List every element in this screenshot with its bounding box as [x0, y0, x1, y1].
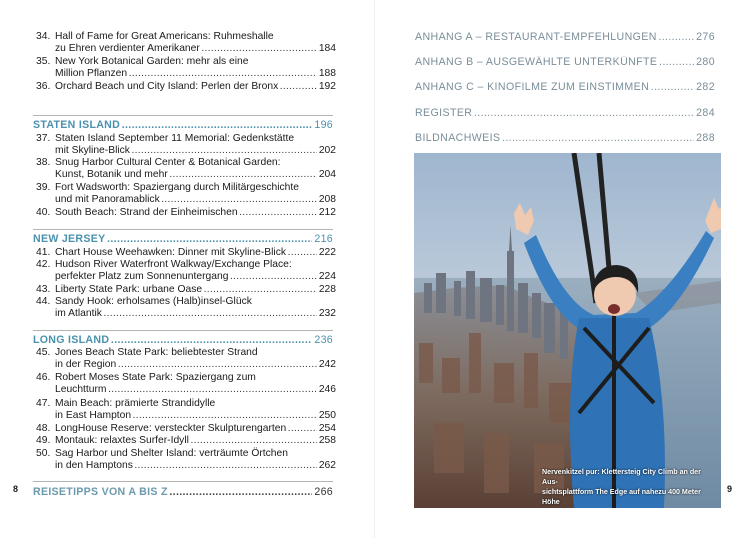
- entry-title: South Beach: Strand der Einheimischen . . .: [55, 207, 317, 219]
- toc-entry-37[interactable]: [36, 133, 336, 158]
- city-climb-photo: [414, 153, 721, 508]
- toc-entry-46[interactable]: [36, 372, 336, 397]
- section-page: 236: [314, 334, 333, 346]
- toc-entry-40[interactable]: [36, 207, 336, 219]
- entry-title: LongHouse Reserve: versteckter Skulpturengarten . . .: [55, 423, 317, 435]
- entry-page: 228: [318, 284, 336, 295]
- entry-title-cont: in der Region . . .: [55, 359, 317, 371]
- toc-entry-47[interactable]: [36, 398, 336, 423]
- appendix-title: ANHANG B – AUSGEWÄHLTE UNTERKÜNFTE . . .: [415, 56, 694, 68]
- entry-page: 254: [318, 423, 336, 434]
- toc-entry-45[interactable]: [36, 347, 336, 372]
- appendix-page: 280: [696, 56, 715, 68]
- section-rule: [33, 115, 333, 116]
- entry-number: 48.: [36, 423, 51, 434]
- toc-entry-35[interactable]: [36, 56, 336, 81]
- appendix-title: BILDNACHWEIS . . .: [415, 132, 694, 144]
- appendix-page: 276: [696, 31, 715, 43]
- entry-title: Staten Island September 11 Memorial: Gedenkstätte: [55, 133, 295, 144]
- entry-title: Montauk: relaxtes Surfer-Idyll . . .: [55, 435, 317, 447]
- entry-title-cont: im Atlantik . . .: [55, 308, 317, 320]
- toc-entry-41[interactable]: [36, 247, 336, 259]
- entry-page: 222: [318, 247, 336, 258]
- toc-entry-50[interactable]: [36, 448, 336, 473]
- entry-title: Orchard Beach und City Island: Perlen der Bronx . . .: [55, 81, 317, 93]
- entry-page: 242: [318, 359, 336, 371]
- toc-entry-44[interactable]: [36, 296, 336, 321]
- section-rule: [33, 330, 333, 331]
- appendix-c[interactable]: [415, 81, 715, 93]
- entry-title: Sag Harbor und Shelter Island: verträumte Örtchen: [55, 448, 288, 459]
- section-title: NEW JERSEY . . .: [33, 233, 312, 245]
- section-rule: [33, 229, 333, 230]
- section-rule: [33, 481, 333, 482]
- entry-number: 45.: [36, 347, 51, 358]
- section-reisetipps[interactable]: [33, 486, 333, 498]
- entry-title: Chart House Weehawken: Dinner mit Skyline-Blick . . .: [55, 247, 317, 259]
- entry-title: Liberty State Park: urbane Oase . . .: [55, 284, 317, 296]
- appendix-a[interactable]: [415, 31, 715, 43]
- entry-title: Snug Harbor Cultural Center & Botanical Garden:: [55, 157, 281, 168]
- bildnachweis[interactable]: [415, 132, 715, 144]
- right-page: [375, 0, 750, 538]
- entry-title-cont: Leuchtturm . . .: [55, 384, 317, 396]
- entry-title-cont: Million Pflanzen . . .: [55, 68, 317, 80]
- entry-page: 232: [318, 308, 336, 320]
- toc-entry-48[interactable]: [36, 423, 336, 435]
- appendix-title: REGISTER . . .: [415, 107, 694, 119]
- toc-entry-36[interactable]: [36, 81, 336, 93]
- entry-number: 39.: [36, 182, 51, 193]
- page-number-left: 8: [13, 484, 19, 494]
- entry-number: 38.: [36, 157, 51, 168]
- entry-number: 47.: [36, 398, 51, 409]
- register[interactable]: [415, 107, 715, 119]
- appendix-page: 284: [696, 107, 715, 119]
- section-page: 266: [314, 486, 333, 498]
- appendix-title: ANHANG A – RESTAURANT-EMPFEHLUNGEN . . .: [415, 31, 694, 43]
- caption-line-1: Nervenkitzel pur: Klettersteig City Climb an der Aus-: [542, 468, 701, 486]
- entry-title: New York Botanical Garden: mehr als eine: [55, 56, 249, 67]
- section-new-jersey[interactable]: [33, 233, 333, 245]
- entry-title-cont: und mit Panoramablick . . .: [55, 194, 317, 206]
- entry-number: 34.: [36, 31, 51, 42]
- toc-entry-38[interactable]: [36, 157, 336, 182]
- section-title: REISETIPPS VON A BIS Z . . .: [33, 486, 312, 498]
- entry-title: Fort Wadsworth: Spaziergang durch Militärgeschichte: [55, 182, 299, 193]
- toc-entry-34[interactable]: [36, 31, 336, 56]
- entry-page: 192: [318, 81, 336, 92]
- section-page: 216: [314, 233, 333, 245]
- toc-entry-42[interactable]: [36, 259, 336, 284]
- entry-number: 46.: [36, 372, 51, 383]
- entry-number: 41.: [36, 247, 51, 258]
- entry-title: Hall of Fame for Great Americans: Ruhmeshalle: [55, 31, 274, 42]
- entry-title-cont: in East Hampton . . .: [55, 410, 317, 422]
- appendix-page: 288: [696, 132, 715, 144]
- entry-title: Hudson River Waterfront Walkway/Exchange Place:: [55, 259, 292, 270]
- entry-number: 36.: [36, 81, 51, 92]
- entry-title-cont: in den Hamptons . . .: [55, 460, 317, 472]
- caption-line-2: sichtsplattform The Edge auf nahezu 400 Meter Höhe: [542, 488, 701, 506]
- section-page: 196: [314, 119, 333, 131]
- toc-entry-43[interactable]: [36, 284, 336, 296]
- entry-number: 42.: [36, 259, 51, 270]
- entry-title-cont: perfekter Platz zum Sonnenuntergang . . .: [55, 271, 317, 283]
- entry-number: 35.: [36, 56, 51, 67]
- section-staten-island[interactable]: [33, 119, 333, 131]
- entry-page: 212: [318, 207, 336, 218]
- entry-number: 40.: [36, 207, 51, 218]
- entry-number: 43.: [36, 284, 51, 295]
- entry-page: 246: [318, 384, 336, 396]
- entry-title-cont: zu Ehren verdienter Amerikaner . . .: [55, 43, 317, 55]
- page-number-right: 9: [727, 484, 733, 494]
- section-long-island[interactable]: [33, 334, 333, 346]
- toc-entry-49[interactable]: [36, 435, 336, 447]
- toc-entry-39[interactable]: [36, 182, 336, 207]
- photo-illustration: [414, 153, 721, 508]
- entry-title-cont: Kunst, Botanik und mehr . . .: [55, 169, 317, 181]
- appendix-title: ANHANG C – KINOFILME ZUM EINSTIMMEN . . .: [415, 81, 694, 93]
- entry-page: 204: [318, 169, 336, 181]
- entry-page: 258: [318, 435, 336, 446]
- entry-page: 262: [318, 460, 336, 472]
- entry-page: 250: [318, 410, 336, 422]
- entry-title: Main Beach: prämierte Strandidylle: [55, 398, 216, 409]
- entry-title-cont: mit Skyline-Blick . . .: [55, 145, 317, 157]
- entry-page: 208: [318, 194, 336, 206]
- entry-page: 184: [318, 43, 336, 55]
- appendix-page: 282: [696, 81, 715, 93]
- appendix-b[interactable]: [415, 56, 715, 68]
- section-title: LONG ISLAND . . .: [33, 334, 312, 346]
- entry-page: 224: [318, 271, 336, 283]
- entry-number: 44.: [36, 296, 51, 307]
- entry-number: 50.: [36, 448, 51, 459]
- section-title: STATEN ISLAND . . .: [33, 119, 312, 131]
- entry-page: 202: [318, 145, 336, 157]
- entry-number: 49.: [36, 435, 51, 446]
- entry-title: Jones Beach State Park: beliebtester Strand: [55, 347, 258, 358]
- photo-caption: [542, 467, 718, 507]
- entry-title: Robert Moses State Park: Spaziergang zum: [55, 372, 256, 383]
- entry-page: 188: [318, 68, 336, 80]
- entry-number: 37.: [36, 133, 51, 144]
- entry-title: Sandy Hook: erholsames (Halb)insel-Glück: [55, 296, 252, 307]
